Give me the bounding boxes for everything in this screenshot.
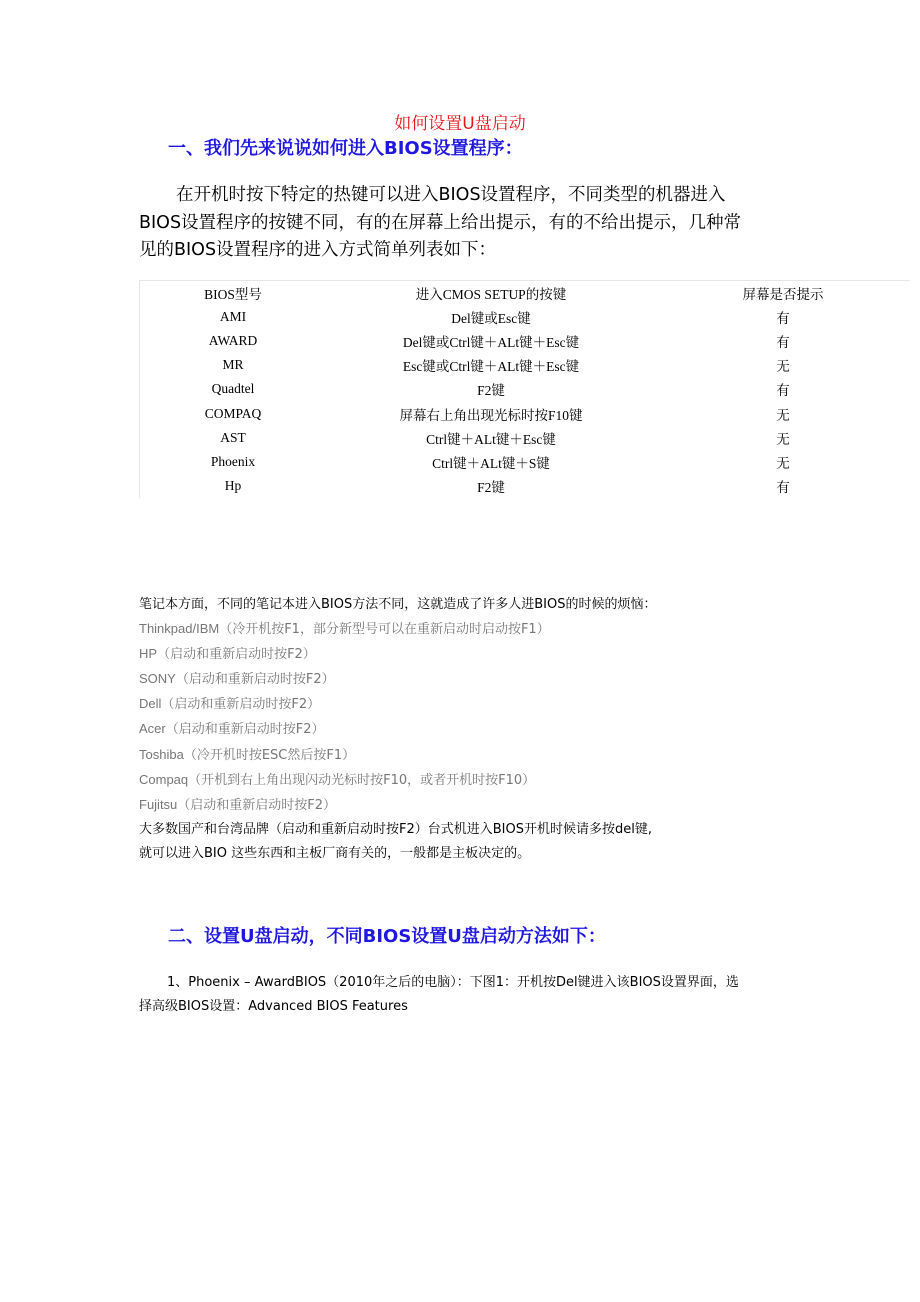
brand-note: （启动和重新启动时按F2） xyxy=(175,672,335,688)
table-cell: Esc键或Ctrl键＋ALt键＋Esc键 xyxy=(402,359,580,375)
column-header: 屏幕是否提示 xyxy=(742,287,824,303)
brand-note: （开机到右上角出现闪动光标时按F10，或者开机时按F10） xyxy=(188,772,536,788)
brand-note: （启动和重新启动时按F2） xyxy=(165,722,325,738)
table-cell: AMI xyxy=(219,309,247,325)
table-row xyxy=(140,450,910,474)
list-item xyxy=(139,768,819,793)
list-item xyxy=(139,617,819,642)
table-row xyxy=(140,377,910,401)
list-item xyxy=(139,717,819,742)
brand-name: Toshiba xyxy=(139,746,184,762)
table-cell: 无 xyxy=(776,431,790,447)
section1-heading: 一、我们先来说说如何进入BIOS设置程序： xyxy=(168,138,523,159)
table-cell: 无 xyxy=(776,407,790,423)
list-item xyxy=(139,743,819,768)
document-title: 如何设置U盘启动 xyxy=(394,114,526,134)
intro-line: 见的BIOS设置程序的进入方式简单列表如下： xyxy=(139,240,497,260)
list-item xyxy=(139,667,819,692)
intro-line: 在开机时按下特定的热键可以进入BIOS设置程序，不同类型的机器进入 xyxy=(176,185,726,205)
table-cell: Del键或Ctrl键＋ALt键＋Esc键 xyxy=(402,335,580,351)
table-row xyxy=(140,305,910,329)
method-line: 择高级BIOS设置：Advanced BIOS Features xyxy=(139,999,408,1014)
column-header: BIOS型号 xyxy=(204,287,262,303)
table-cell: Ctrl键＋ALt键＋S键 xyxy=(432,455,550,471)
brand-name: SONY xyxy=(139,671,176,687)
table-cell: Phoenix xyxy=(210,453,256,469)
brand-name: HP xyxy=(139,646,158,662)
list-item xyxy=(139,642,819,667)
table-cell: 有 xyxy=(776,479,790,495)
table-cell: 无 xyxy=(776,455,790,471)
table-cell: 无 xyxy=(776,359,790,375)
laptop-outro: 就可以进入BIO 这些东西和主板厂商有关的，一般都是主板决定的。 xyxy=(139,845,531,861)
table-cell: AWARD xyxy=(208,333,258,349)
table-cell: 有 xyxy=(776,383,790,399)
brand-note: （冷开机时按ESC然后按F1） xyxy=(183,747,356,763)
list-item xyxy=(139,793,819,818)
table-row xyxy=(140,474,910,498)
table-header-row xyxy=(140,281,910,305)
brand-name: Compaq xyxy=(139,771,189,787)
brand-note: （冷开机按F1，部分新型号可以在重新启动时启动按F1） xyxy=(219,622,550,638)
brand-name: Thinkpad/IBM xyxy=(139,621,220,637)
laptop-intro: 笔记本方面，不同的笔记本进入BIOS方法不同，这就造成了许多人进BIOS的时候的烦恼： xyxy=(139,597,657,612)
table-cell: Del键或Esc键 xyxy=(451,311,531,327)
brand-note: （启动和重新启动时按F2） xyxy=(177,797,337,813)
brand-name: Dell xyxy=(139,696,162,712)
table-cell: 屏幕右上角出现光标时按F10键 xyxy=(399,407,583,423)
table-cell: Quadtel xyxy=(211,381,255,397)
method-paragraph xyxy=(139,971,799,1019)
brand-name: Fujitsu xyxy=(139,796,178,812)
list-item xyxy=(139,692,819,717)
laptop-bios-keys xyxy=(139,593,819,866)
section1-intro xyxy=(139,182,789,265)
brand-note: （启动和重新启动时按F2） xyxy=(157,647,316,663)
bios-key-table xyxy=(139,280,910,498)
section2-heading: 二、设置U盘启动，不同BIOS设置U盘启动方法如下： xyxy=(168,926,606,947)
table-row xyxy=(140,426,910,450)
table-cell: COMPAQ xyxy=(204,405,262,421)
laptop-outro: 大多数国产和台湾品牌（启动和重新启动时按F2）台式机进入BIOS开机时候请多按del键, xyxy=(139,821,652,837)
method-line: 1、Phoenix – AwardBIOS（2010年之后的电脑）：下图1：开机按Del键进入该BIOS设置界面，选 xyxy=(167,975,739,990)
table-cell: Ctrl键＋ALt键＋Esc键 xyxy=(426,431,556,447)
table-cell: F2键 xyxy=(477,383,505,399)
brand-name: Acer xyxy=(139,721,166,737)
table-row xyxy=(140,401,910,425)
table-cell: F2键 xyxy=(477,479,505,495)
brand-note: （启动和重新启动时按F2） xyxy=(161,697,321,713)
column-header: 进入CMOS SETUP的按键 xyxy=(415,287,567,303)
table-cell: MR xyxy=(222,357,244,373)
table-cell: 有 xyxy=(776,335,790,351)
table-cell: AST xyxy=(220,429,246,445)
table-cell: 有 xyxy=(776,311,790,327)
table-cell: Hp xyxy=(224,477,242,493)
intro-line: BIOS设置程序的按键不同，有的在屏幕上给出提示，有的不给出提示，几种常 xyxy=(139,212,742,233)
table-row xyxy=(140,353,910,377)
table-row xyxy=(140,329,910,353)
